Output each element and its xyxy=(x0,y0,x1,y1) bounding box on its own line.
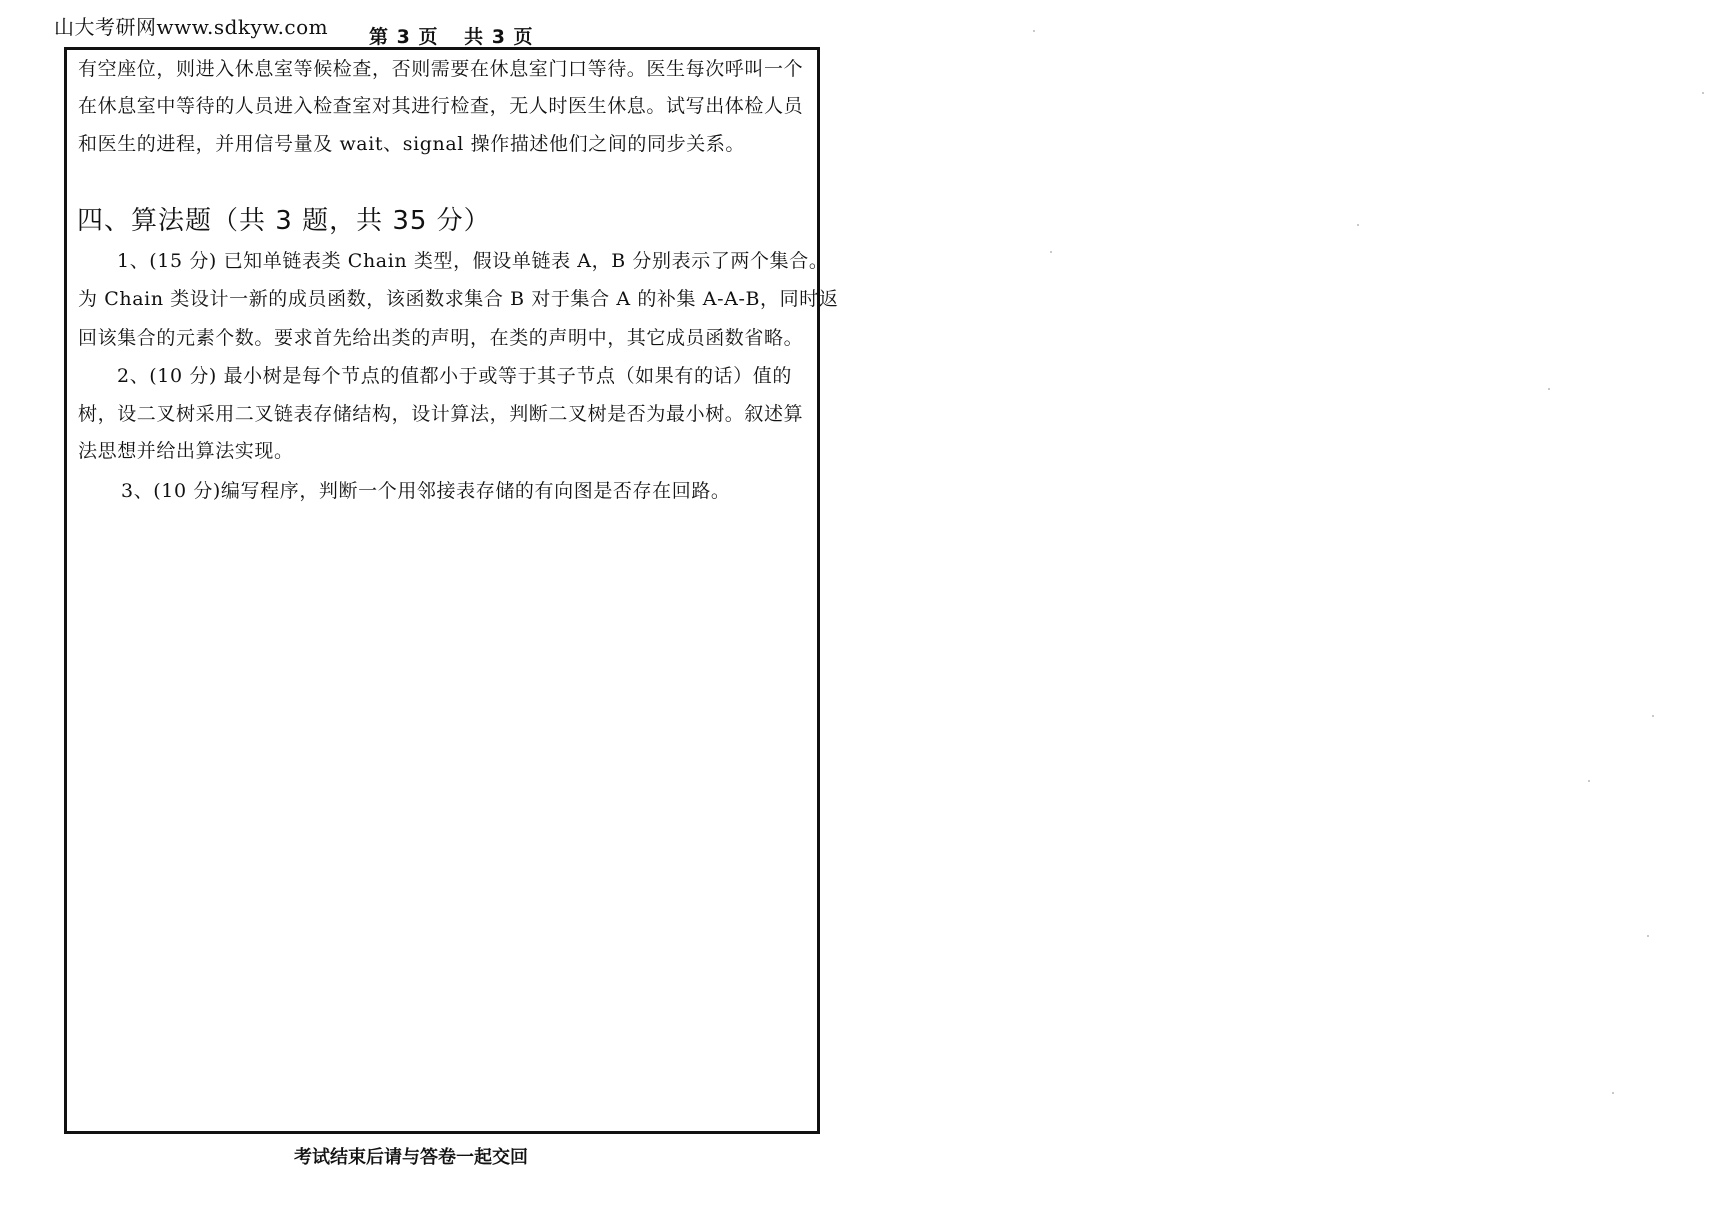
question-3-line-1: 3、(10 分)编写程序，判断一个用邻接表存储的有向图是否存在回路。 xyxy=(121,480,731,502)
carryover-line-1: 有空座位，则进入休息室等候检查，否则需要在休息室门口等待。医生每次呼叫一个 xyxy=(78,58,804,80)
carryover-line-3: 和医生的进程，并用信号量及 wait、signal 操作描述他们之间的同步关系。 xyxy=(78,133,746,155)
scan-speck xyxy=(1612,1092,1614,1094)
exam-content-box xyxy=(64,47,839,1134)
section-heading: 四、算法题（共 3 题，共 35 分） xyxy=(77,206,491,236)
scan-speck xyxy=(1033,30,1035,32)
page-total: 共 3 页 xyxy=(464,26,534,48)
scan-speck xyxy=(1357,224,1359,226)
scan-speck xyxy=(1652,715,1654,717)
scan-speck xyxy=(1548,388,1550,390)
page-current: 第 3 页 xyxy=(369,26,439,48)
question-2-line-1: 2、(10 分) 最小树是每个节点的值都小于或等于其子节点（如果有的话）值的 xyxy=(117,365,792,387)
site-watermark: 山大考研网www.sdkyw.com xyxy=(54,15,329,39)
scan-speck xyxy=(1050,251,1052,253)
page-indicator xyxy=(369,22,552,49)
question-2-line-2: 树，设二叉树采用二叉链表存储结构，设计算法，判断二叉树是否为最小树。叙述算 xyxy=(78,403,804,425)
question-1-line-1: 1、(15 分) 已知单链表类 Chain 类型，假设单链表 A，B 分别表示了两个集合。 xyxy=(117,250,829,272)
footer-note: 考试结束后请与答卷一起交回 xyxy=(294,1147,528,1168)
carryover-line-2: 在休息室中等待的人员进入检查室对其进行检查，无人时医生休息。试写出体检人员 xyxy=(78,95,804,117)
question-1-line-3: 回该集合的元素个数。要求首先给出类的声明，在类的声明中，其它成员函数省略。 xyxy=(78,327,804,349)
scan-speck xyxy=(1702,92,1704,94)
scan-speck xyxy=(1647,935,1649,937)
question-2-line-3: 法思想并给出算法实现。 xyxy=(78,440,294,462)
scan-speck xyxy=(1588,780,1590,782)
question-1-line-2: 为 Chain 类设计一新的成员函数，该函数求集合 B 对于集合 A 的补集 A-A-B，同时返 xyxy=(78,288,839,310)
